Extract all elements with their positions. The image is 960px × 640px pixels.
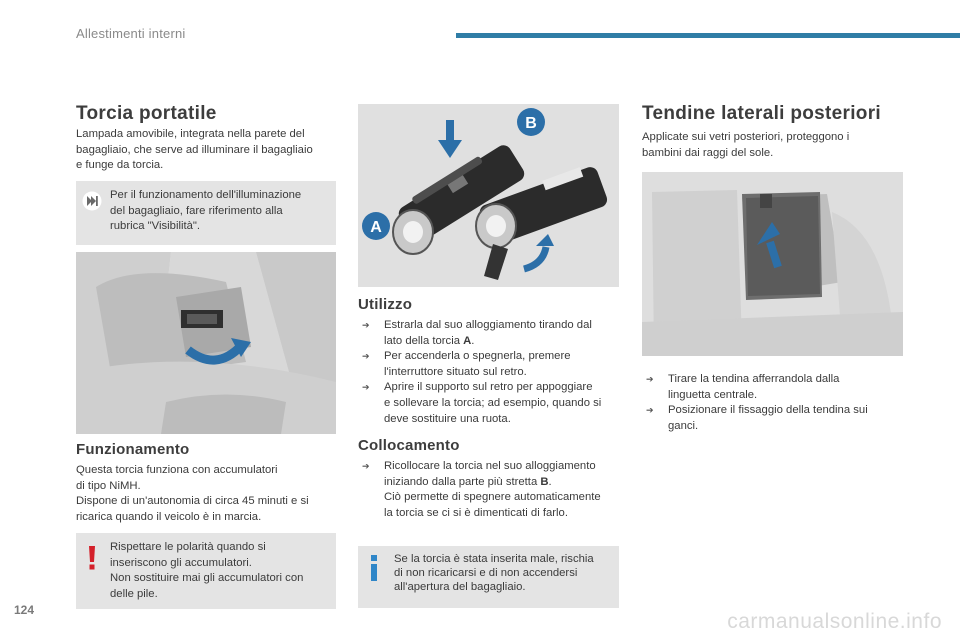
page-section-title: Allestimenti interni xyxy=(76,26,186,41)
bullet-mark: ➔ xyxy=(362,382,370,393)
torcia-intro-line: Lampada amovibile, integrata nella parete del xyxy=(76,128,305,140)
funzionamento-title: Funzionamento xyxy=(76,441,190,458)
bullet-mark: ➔ xyxy=(362,461,370,471)
funzionamento-line: di tipo NiMH. xyxy=(76,479,141,492)
tendine-line: Tirare la tendina afferrandola dalla xyxy=(668,373,840,385)
collocamento-line: Ricollocare la torcia nel suo alloggiamento xyxy=(384,460,596,472)
collocamento-line: la torcia se ci si è dimenticati di farlo. xyxy=(384,506,568,519)
utilizzo-title: Utilizzo xyxy=(358,296,413,313)
utilizzo-line: l'interruttore situato sul retro. xyxy=(384,365,527,378)
utilizzo-line: e sollevare la torcia; ad esempio, quando si xyxy=(384,396,602,409)
funzionamento-line: Dispone di un'autonomia di circa 45 minuti e si xyxy=(76,495,309,508)
funzionamento-line: Questa torcia funziona con accumulatori xyxy=(76,464,278,476)
info-line: di non ricaricarsi e di non accendersi xyxy=(394,567,578,579)
tendine-line: linguetta centrale. xyxy=(668,388,758,401)
collocamento-text: . xyxy=(548,475,552,488)
collocamento-line xyxy=(384,475,620,491)
utilizzo-line: Estrarla dal suo alloggiamento tirando dal xyxy=(384,319,592,331)
note-line: del bagagliaio, fare riferimento alla xyxy=(110,204,283,217)
tendine-intro-line: bambini dai raggi del sole. xyxy=(642,146,774,159)
torch-label-b: B xyxy=(525,115,537,132)
warning-text xyxy=(110,540,303,602)
torch-label-a: A xyxy=(370,219,382,236)
torcia-title: Torcia portatile xyxy=(76,103,217,124)
tendine-intro-line: Applicate sui vetri posteriori, proteggono i xyxy=(642,131,850,143)
bullet-mark: ➔ xyxy=(362,320,370,330)
note-line: rubrica "Visibilità". xyxy=(110,220,201,233)
sunblind-image xyxy=(642,172,903,356)
collocamento-list xyxy=(358,459,620,521)
letter-b: B xyxy=(540,475,549,488)
utilizzo-line: deve sostituire una ruota. xyxy=(384,412,511,425)
list-item xyxy=(358,318,620,349)
torcia-intro-line: bagagliaio, che serve ad illuminare il bagagliaio xyxy=(76,143,313,156)
collocamento-line: Ciò permette di spegnere automaticamente xyxy=(384,491,601,504)
tendine-line: ganci. xyxy=(668,419,699,432)
torcia-intro-line: e funge da torcia. xyxy=(76,159,164,172)
tendine-line: Posizionare il fissaggio della tendina sui xyxy=(668,404,868,417)
utilizzo-line xyxy=(384,334,620,350)
note-text xyxy=(110,188,301,235)
info-text xyxy=(394,552,594,594)
warning-box xyxy=(76,533,336,609)
list-item xyxy=(642,372,904,403)
utilizzo-text: . xyxy=(471,334,475,347)
trunk-compartment-image xyxy=(76,252,336,434)
collocamento-title: Collocamento xyxy=(358,437,460,454)
info-icon xyxy=(369,555,379,581)
warning-line: Non sostituire mai gli accumulatori con xyxy=(110,572,304,585)
note-line: Per il funzionamento dell'illuminazione xyxy=(110,189,302,201)
torcia-intro xyxy=(76,127,313,174)
tendine-list xyxy=(642,372,904,434)
funzionamento-line: ricarica quando il veicolo è in marcia. xyxy=(76,510,262,523)
watermark: carmanualsonline.info xyxy=(727,610,942,633)
utilizzo-text: lato della torcia xyxy=(384,334,464,347)
torch-figure xyxy=(358,104,619,287)
list-item xyxy=(358,349,620,380)
warning-line: delle pile. xyxy=(110,587,158,600)
tendine-intro xyxy=(642,130,849,161)
note-box xyxy=(76,181,336,245)
header-accent-bar xyxy=(456,33,960,38)
exclamation-icon xyxy=(86,545,98,571)
utilizzo-list xyxy=(358,318,620,427)
funzionamento-text xyxy=(76,463,309,525)
info-line: Se la torcia è stata inserita male, rischia xyxy=(394,553,594,565)
page-number: 124 xyxy=(14,603,35,617)
utilizzo-line: Per accenderla o spegnerla, premere xyxy=(384,350,571,363)
warning-line: Rispettare le polarità quando si xyxy=(110,541,266,553)
collocamento-text: iniziando dalla parte più stretta xyxy=(384,475,541,488)
bullet-mark: ➔ xyxy=(362,351,370,362)
utilizzo-line: Aprire il supporto sul retro per appoggiare xyxy=(384,381,593,394)
bullet-mark: ➔ xyxy=(646,374,654,384)
list-item xyxy=(358,380,620,427)
list-item xyxy=(358,459,620,521)
bullet-mark: ➔ xyxy=(646,405,654,416)
letter-a: A xyxy=(463,334,472,347)
warning-line: inseriscono gli accumulatori. xyxy=(110,556,252,569)
list-item xyxy=(642,403,904,434)
skip-forward-icon xyxy=(82,191,102,211)
info-box xyxy=(358,546,619,608)
tendine-title: Tendine laterali posteriori xyxy=(642,103,881,124)
info-line: all'apertura del bagagliaio. xyxy=(394,581,526,593)
